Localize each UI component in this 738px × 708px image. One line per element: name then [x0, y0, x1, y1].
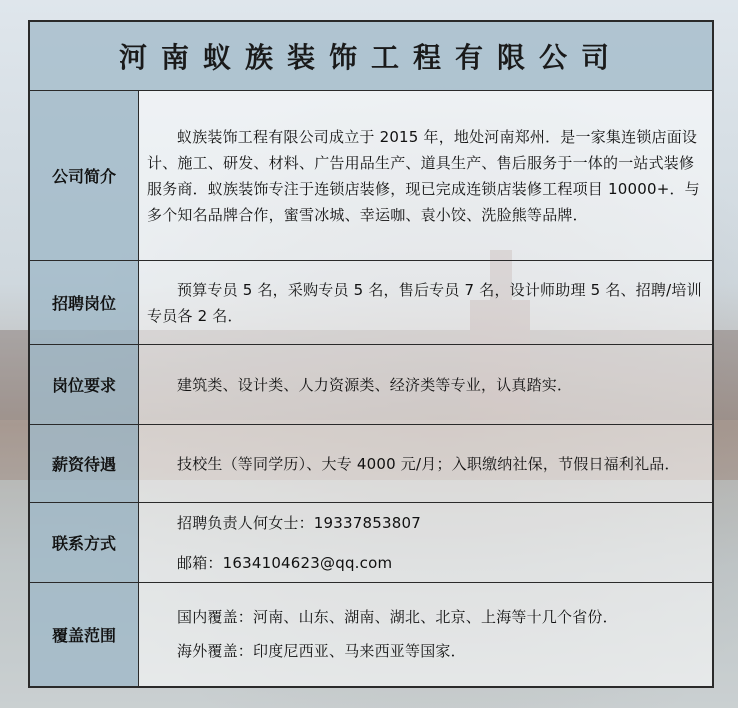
coverage-text	[139, 583, 714, 687]
positions-paragraph: 预算专员 5 名，采购专员 5 名，售后专员 7 名，设计师助理 5 名、招聘/培训专员各 2 名．	[147, 280, 702, 325]
salary-paragraph: 技校生（等同学历）、大专 4000 元/月；入职缴纳社保，节假日福利礼品．	[177, 454, 680, 473]
requirements-text	[139, 345, 714, 425]
positions-text	[139, 261, 714, 345]
requirements-paragraph: 建筑类、设计类、人力资源类、经济类等专业，认真踏实．	[177, 375, 573, 394]
label-requirements: 岗位要求	[29, 345, 139, 425]
label-coverage: 覆盖范围	[29, 583, 139, 687]
coverage-overseas: 海外覆盖：印度尼西亚、马来西亚等国家．	[177, 642, 466, 661]
salary-text	[139, 425, 714, 503]
label-positions: 招聘岗位	[29, 261, 139, 345]
contact-person: 招聘负责人何女士：19337853807	[177, 513, 421, 532]
contact-email[interactable]: 邮箱：1634104623@qq.com	[177, 553, 393, 572]
info-table	[28, 20, 714, 688]
label-contact: 联系方式	[29, 503, 139, 583]
label-company-intro: 公司简介	[29, 91, 139, 261]
company-intro-text	[139, 91, 714, 261]
label-salary: 薪资待遇	[29, 425, 139, 503]
company-title: 河南蚁族装饰工程有限公司	[29, 21, 713, 91]
coverage-domestic: 国内覆盖：河南、山东、湖南、湖北、北京、上海等十几个省份．	[177, 608, 618, 627]
company-intro-paragraph: 蚁族装饰工程有限公司成立于 2015 年，地处河南郑州．是一家集连锁店面设计、施工、研发、材料、广告用品生产、道具生产、售后服务于一体的一站式装修服务商．蚁族装饰专注于连锁店装修，现已完成连锁店装修工程项目 10000+．与多个知名品牌合作，蜜雪冰城、幸运咖、袁小饺、洗脸熊等品牌．	[147, 127, 700, 224]
contact-text	[139, 503, 714, 583]
